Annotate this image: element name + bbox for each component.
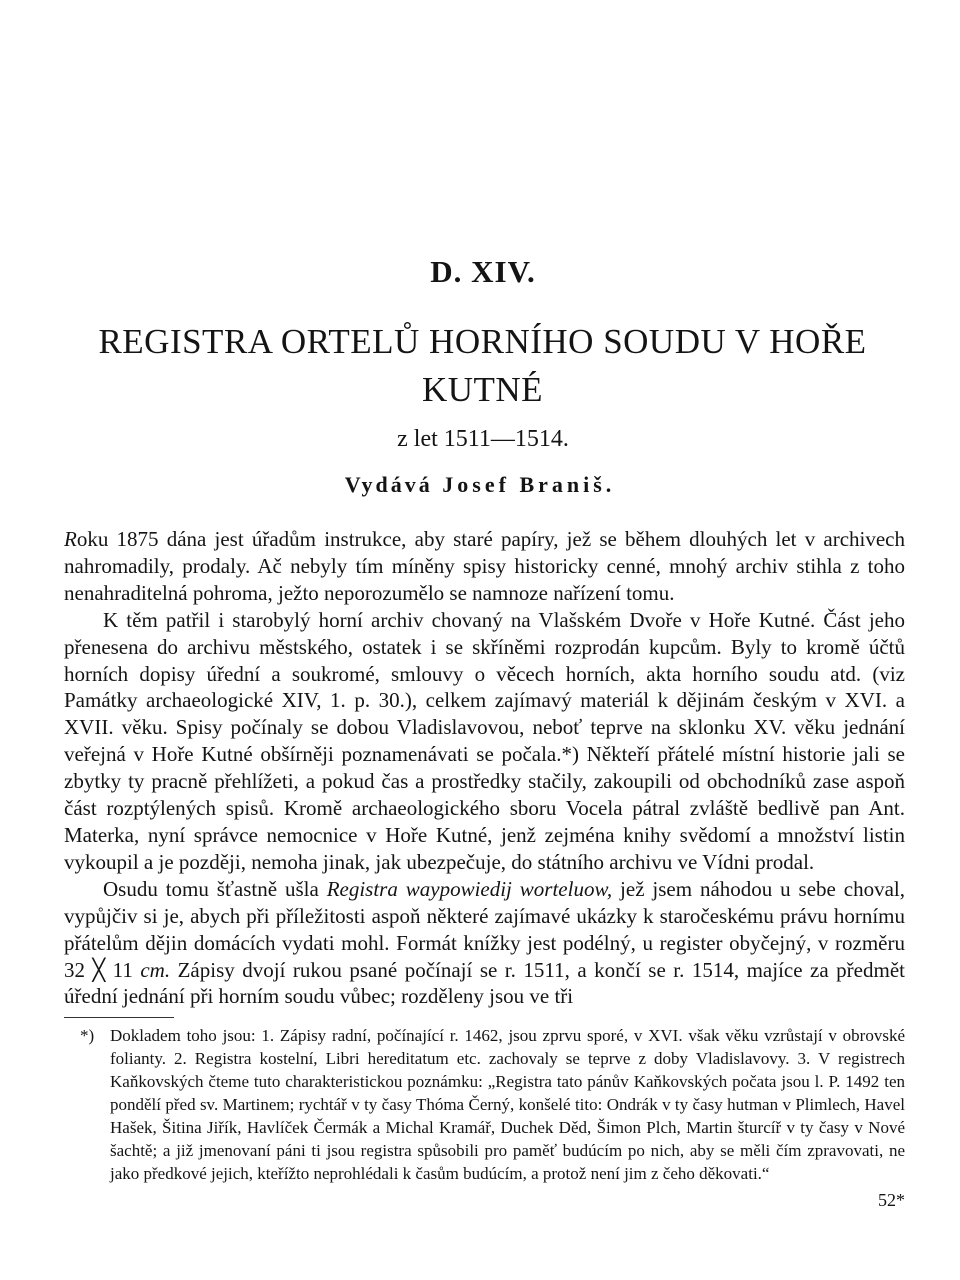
footnote-marker: *)	[80, 1026, 95, 1045]
paragraph-1	[64, 526, 905, 607]
paragraph-3-text-c: Zápisy dvojí rukou psané počínají se r. 1511, a končí se r. 1514, majíce za předmět úřední jednání při horním soudu vůbec; rozděleny jsou ve tři	[64, 957, 905, 1009]
footnote-divider	[64, 1017, 174, 1018]
paragraph-3-text-a: jež jsem náhodou u sebe choval, vypůjčiv si je, abych při příležitosti aspoň některé zajímavé ukázky k staročeskému právu hornímu přátelům dějin domácích vydati mohl. Formát knížky jest podélný, u register obyčejný, v rozměru 32	[64, 876, 905, 982]
paragraph-3-text-b: 11	[105, 957, 141, 982]
body-text	[64, 526, 905, 1010]
page-title: REGISTRA ORTELŮ HORNÍHO SOUDU V HOŘE KUTNÉ	[98, 322, 867, 409]
paragraph-2: K těm patřil i starobylý horní archiv chovaný na Vlašském Dvoře v Hoře Kutné. Část jeho přenesena do archivu městského, ostatek i se skříněmi rozprodán kupcům. Byly to kromě účtů horních dopisy úřední a soukromé, smlouvy o věcech horních, akta horního soudu atd. (viz Památky archaeologické XIV, 1. p. 30.), celkem zajímavý materiál k dějinám českým v XVI. a XVII. věku. Spisy počínaly se dobou Vladislavovou, neboť teprve na sklonku XV. věku jednání veřejná v Hoře Kutné obšírněji poznamenávati se počala.*) Někteří přátelé místní historie jali se zbytky ty pracně přehlížeti, a pokud čas a prostředky stačily, zakoupili od obchodníků zase aspoň část rozptýlených spisů. Kromě archaeologického sboru Vocela pátral zvláště bedlivě pan Ant. Materka, nyní správce nemocnice v Hoře Kutné, jenž zejména knihy svědomí a množství listin vykoupil a je později, nemoha jinak, jak ubezpečuje, do státního archivu ve Vídni prodal.	[64, 607, 905, 874]
paragraph-1-text: oku 1875 dána jest úřadům instrukce, aby staré papíry, jež se během dlouhých let v archivech nahromadily, prodaly. Ač nebyly tím míněny spisy historicky cenné, mnohý archiv stihla z toho nenahraditelná pohroma, ježto neporozumělo se namnoze nařízení tomu.	[64, 527, 905, 605]
drop-cap: R	[64, 527, 77, 551]
subtitle-years: z let 1511—1514.	[397, 426, 569, 452]
footnote	[80, 1024, 905, 1185]
editor-line	[0, 472, 960, 498]
paragraph-3	[64, 876, 905, 1011]
register-title: Registra waypowiedij worteluow,	[326, 876, 613, 901]
times-sign: ╳	[92, 957, 106, 982]
editor-label: Vydává	[344, 472, 433, 497]
paragraph-3-lead: Osudu tomu šťastně ušla	[103, 876, 327, 901]
unit-cm: cm.	[140, 957, 171, 982]
page-number: 52*	[878, 1190, 905, 1210]
editor-name: Josef Braniš.	[442, 472, 616, 497]
footnote-text: Dokladem toho jsou: 1. Zápisy radní, počínající r. 1462, jsou zprvu sporé, v XVI. však věku vzrůstají v obrovské folianty. 2. Registra kostelní, Libri hereditatum etc. zachovaly se teprve z doby Vladislavovy. 3. V registrech Kaňkovských čteme tuto charakteristickou poznámku: „Registra tato pánův Kaňkovských počata jsou l. P. 1492 ten pondělí před sv. Martinem; rychtář v ty časy Thóma Černý, konšelé tito: Ondrák v ty časy hutman v Plimlech, Havel Hašek, Šitina Jiřík, Havlíček Čermák a Michal Kramář, Duchek Děd, Šimon Plch, Martin šturcíř v ty časy v Nové šachtě; a již jmenovaní páni ti jsou registra spůsobili pro paměť budúcím po nich, aby se měli čím zpravovati, ne jako předkové jejich, kteřížto neprohlédali k časům budúcím, a protož není jim z čeho děkovati.“	[110, 1026, 905, 1183]
section-number: D. XIV.	[430, 254, 536, 289]
